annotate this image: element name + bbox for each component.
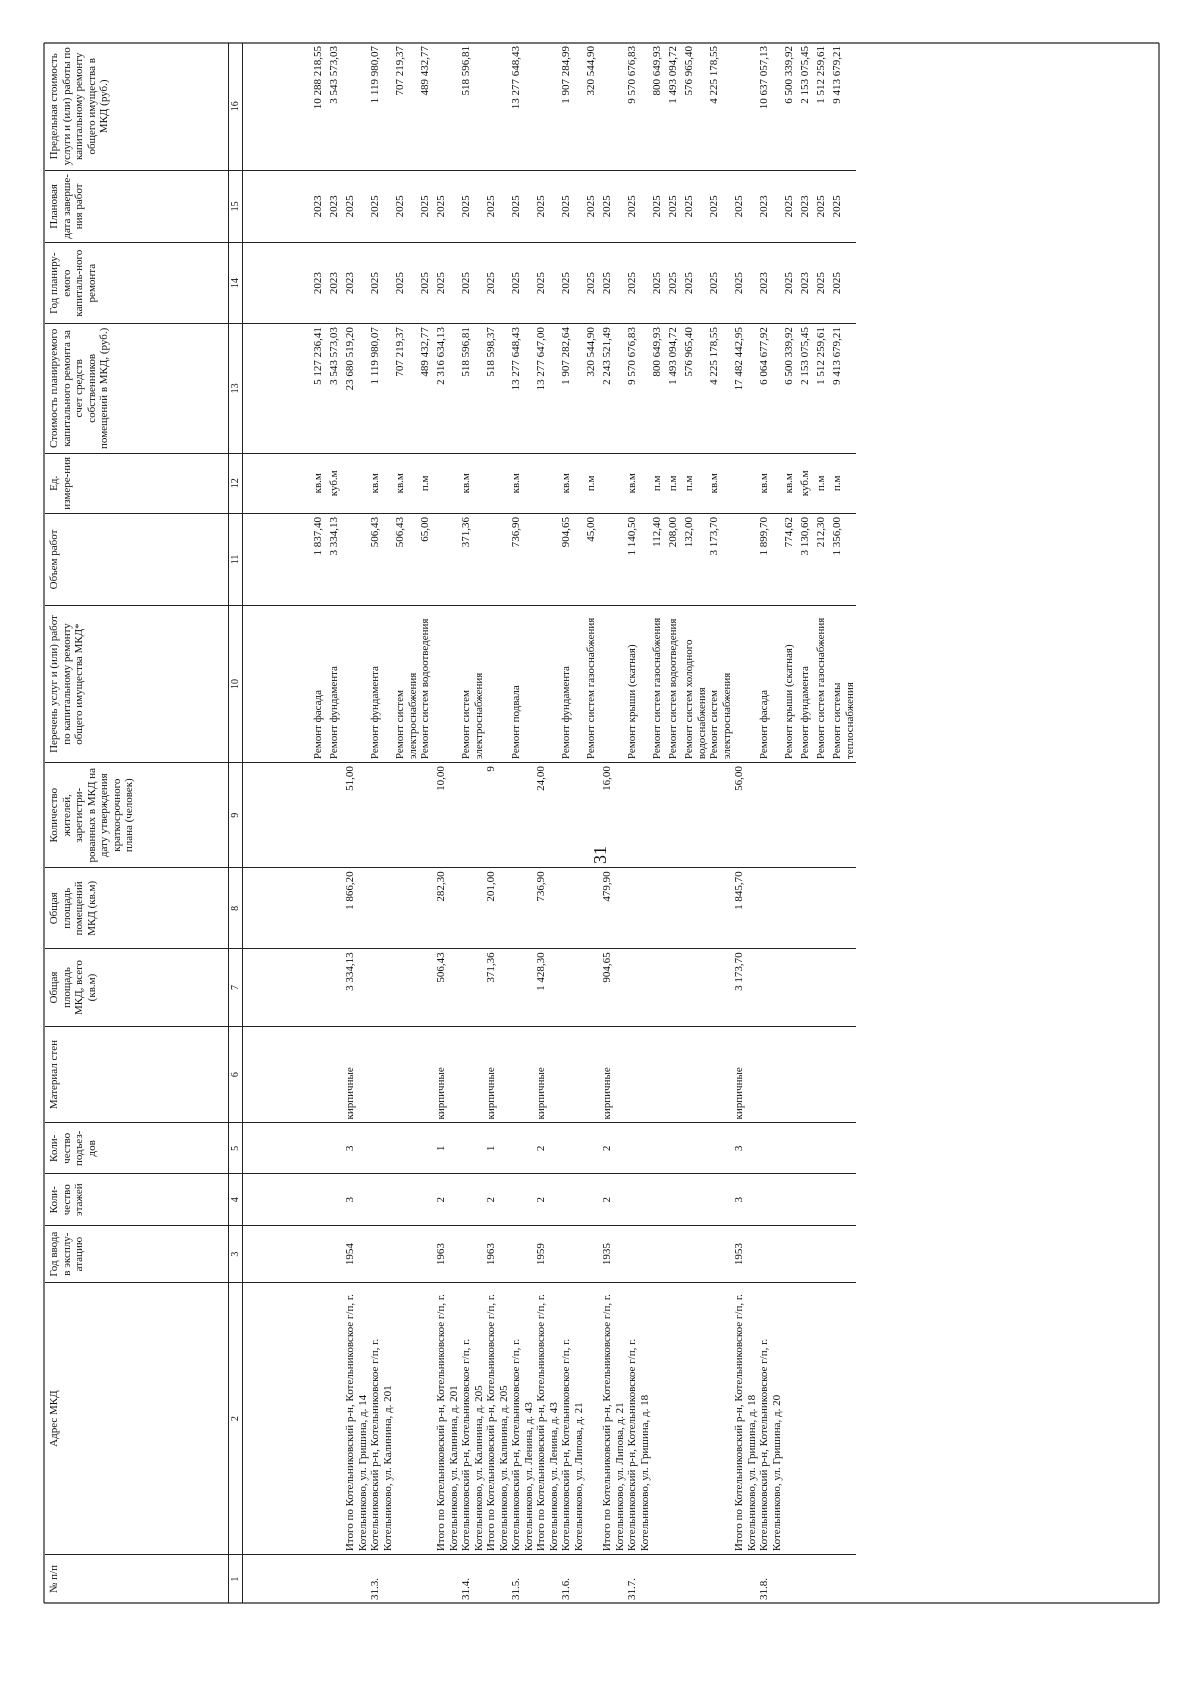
- column-number-cell: 12: [229, 453, 243, 513]
- table-cell: 506,43: [394, 514, 419, 606]
- table-cell: 1 493 094,72: [667, 324, 683, 453]
- table-cell: 3: [733, 1174, 758, 1226]
- table-cell: 10,00: [435, 763, 460, 868]
- table-cell: 2023: [328, 170, 344, 243]
- table-cell: 2: [535, 1174, 560, 1226]
- table-cell: кирпичные: [601, 1026, 626, 1123]
- table-cell: 13 277 648,43: [510, 324, 535, 453]
- table-cell: 2023: [799, 243, 815, 324]
- table-cell: 9 413 679,21: [831, 43, 856, 170]
- table-cell: 1: [485, 1123, 510, 1174]
- table-cell: 2025: [485, 170, 510, 243]
- table-cell: 489 432,77: [419, 43, 435, 170]
- table-cell: 3 173,70: [708, 514, 733, 606]
- table-cell: 24,00: [535, 763, 560, 868]
- table-cell: 2025: [667, 170, 683, 243]
- table-cell: 506,43: [369, 514, 394, 606]
- table-cell: 2: [535, 1123, 560, 1174]
- table-cell: 31.4.: [460, 1578, 472, 1600]
- table-cell: 2025: [510, 243, 535, 324]
- table-cell: 2025: [585, 170, 601, 243]
- table-cell: 1963: [485, 1226, 510, 1283]
- table-cell: кв.м: [708, 453, 733, 513]
- table-cell: 489 432,77: [419, 324, 435, 453]
- header-cell: Объем работ: [45, 514, 229, 606]
- table-cell: Котельниковский р-н, Котельниковское г/п, г. Котельниково, ул. Гришина, д. 18: [626, 1283, 651, 1555]
- column-number-cell: 3: [229, 1226, 243, 1283]
- table-cell: п.м: [815, 453, 831, 513]
- table-cell: 2025: [535, 170, 560, 243]
- table-cell: 1 140,50: [626, 514, 651, 606]
- table-cell: 2025: [419, 170, 435, 243]
- table-cell: 6 500 339,92: [783, 43, 799, 170]
- table-cell: 2025: [683, 243, 708, 324]
- table-cell: 2 153 075,45: [799, 43, 815, 170]
- table-cell: 282,30: [435, 868, 460, 949]
- table-cell: 10 288 218,55: [312, 43, 328, 170]
- table-cell: 3: [344, 1174, 369, 1226]
- header-cell: Год ввода в эксплу-атацию: [45, 1226, 229, 1283]
- table-cell: кв.м: [394, 453, 419, 513]
- header-cell: Адрес МКД: [45, 1283, 229, 1555]
- table-cell: 2025: [733, 170, 758, 243]
- table-cell: Ремонт систем водоотведения: [419, 605, 435, 762]
- table-cell: 1 866,20: [344, 868, 369, 949]
- table-cell: 2025: [369, 170, 394, 243]
- table-cell: 2025: [651, 170, 667, 243]
- table-cell: 2023: [799, 170, 815, 243]
- table-cell: 132,00: [683, 514, 708, 606]
- table-cell: Котельниковский р-н, Котельниковское г/п, г. Котельниково, ул. Гришина, д. 20: [758, 1283, 783, 1555]
- table-cell: 1 907 284,99: [560, 43, 585, 170]
- table-cell: Ремонт систем электроснабжения: [460, 605, 485, 762]
- table-cell: Котельниковский р-н, Котельниковское г/п, г. Котельниково, ул. Липова, д. 21: [560, 1283, 585, 1555]
- table-cell: 9 570 676,83: [626, 43, 651, 170]
- table-cell: 518 596,81: [460, 324, 485, 453]
- table-cell: 212,30: [815, 514, 831, 606]
- table-cell: 2025: [344, 170, 369, 243]
- table-cell: 1 428,30: [535, 949, 560, 1026]
- table-cell: 16,00: [601, 763, 626, 868]
- table-cell: 2025: [510, 170, 535, 243]
- table-cell: 1 899,70: [758, 514, 783, 606]
- table-cell: Ремонт фасада: [312, 605, 328, 762]
- table-cell: 4 225 178,55: [708, 324, 733, 453]
- column-number-cell: 8: [229, 868, 243, 949]
- header-cell: Перечень услуг и (или) работ по капитальному ремонту общего имущества МКД*: [45, 605, 229, 762]
- table-cell: Итого по Котельниковский р-н, Котельниковское г/п, г. Котельниково, ул. Калинина, д. 205: [485, 1283, 510, 1555]
- table-cell: 479,90: [601, 868, 626, 949]
- table-cell: кирпичные: [435, 1026, 460, 1123]
- table-cell: 2025: [683, 170, 708, 243]
- header-cell: Ед. измере-ния: [45, 453, 229, 513]
- table-cell: 3: [344, 1123, 369, 1174]
- column-number-cell: 6: [229, 1026, 243, 1123]
- table-cell: Итого по Котельниковский р-н, Котельниковское г/п, г. Котельниково, ул. Калинина, д. 201: [435, 1283, 460, 1555]
- table-cell: кирпичные: [344, 1026, 369, 1123]
- table-cell: 2023: [328, 243, 344, 324]
- table-cell: 31.5.: [510, 1578, 522, 1600]
- table-cell: 2025: [651, 243, 667, 324]
- table-cell: Ремонт подвала: [510, 605, 535, 762]
- column-number-cell: 2: [229, 1283, 243, 1555]
- table-cell: кв.м: [758, 453, 783, 513]
- table-cell: 1963: [435, 1226, 460, 1283]
- table-cell: п.м: [651, 453, 667, 513]
- table-cell: п.м: [667, 453, 683, 513]
- table-cell: 2025: [815, 243, 831, 324]
- table-cell: 201,00: [485, 868, 510, 949]
- table-cell: 2025: [460, 170, 485, 243]
- table-cell: Ремонт крыши (скатная): [626, 605, 651, 762]
- table-cell: 6 064 677,92: [758, 324, 783, 453]
- table-cell: 904,65: [601, 949, 626, 1026]
- table-cell: Ремонт систем газоснабжения: [585, 605, 601, 762]
- table-cell: Котельниковский р-н, Котельниковское г/п, г. Котельниково, ул. Ленина, д. 43: [510, 1283, 535, 1555]
- table-cell: Ремонт крыши (скатная): [783, 605, 799, 762]
- table-cell: 2025: [601, 243, 626, 324]
- table-cell: 2023: [758, 170, 783, 243]
- table-cell: 3: [733, 1123, 758, 1174]
- table-cell: 31.7.: [626, 1578, 638, 1600]
- table-cell: Ремонт фундамента: [799, 605, 815, 762]
- table-cell: 3 334,13: [344, 949, 369, 1026]
- table-cell: 2025: [783, 170, 799, 243]
- table-cell: 518 598,37: [485, 324, 510, 453]
- table-cell: 736,90: [510, 514, 535, 606]
- table-cell: 112,40: [651, 514, 667, 606]
- table-cell: 2025: [369, 243, 394, 324]
- table-cell: 1954: [344, 1226, 369, 1283]
- table-cell: 371,36: [485, 949, 510, 1026]
- table-cell: 2: [601, 1123, 626, 1174]
- table-cell: 2023: [312, 243, 328, 324]
- table-cell: 2025: [394, 170, 419, 243]
- table-cell: 2023: [312, 170, 328, 243]
- table-cell: 23 680 519,20: [344, 324, 369, 453]
- table-cell: Ремонт систем электроснабжения: [708, 605, 733, 762]
- table-cell: 31.8.: [758, 1578, 770, 1600]
- header-cell: Коли-чество подъез-дов: [45, 1123, 229, 1174]
- table-cell: 2: [485, 1174, 510, 1226]
- table-cell: 9: [485, 763, 510, 868]
- table-cell: 2: [435, 1174, 460, 1226]
- table-cell: Ремонт фасада: [758, 605, 783, 762]
- table-cell: 707 219,37: [394, 43, 419, 170]
- header-cell: Общая площадь МКД, всего (кв.м): [45, 949, 229, 1026]
- table-cell: 2025: [435, 243, 460, 324]
- table-cell: 3 130,60: [799, 514, 815, 606]
- table-cell: кирпичные: [535, 1026, 560, 1123]
- table-cell: 17 482 442,95: [733, 324, 758, 453]
- table-cell: 6 500 339,92: [783, 324, 799, 453]
- table-cell: 56,00: [733, 763, 758, 868]
- table-cell: 2025: [733, 243, 758, 324]
- table-cell: Итого по Котельниковский р-н, Котельниковское г/п, г. Котельниково, ул. Липова, д. 21: [601, 1283, 626, 1555]
- table-cell: 2023: [758, 243, 783, 324]
- header-cell: Плановая дата заверше-ния работ: [45, 170, 229, 243]
- table-cell: 2025: [585, 243, 601, 324]
- table-cell: кирпичные: [733, 1026, 758, 1123]
- table-cell: Котельниковский р-н, Котельниковское г/п, г. Котельниково, ул. Калинина, д. 201: [369, 1283, 394, 1555]
- table-cell: 3 543 573,03: [328, 43, 344, 170]
- table-cell: Ремонт фундамента: [328, 605, 344, 762]
- table-cell: кв.м: [510, 453, 535, 513]
- table-cell: 2025: [667, 243, 683, 324]
- table-cell: 31.6.: [560, 1578, 572, 1600]
- table-cell: кв.м: [312, 453, 328, 513]
- column-number-cell: 15: [229, 170, 243, 243]
- table-cell: 1 493 094,72: [667, 43, 683, 170]
- table-cell: 576 965,40: [683, 43, 708, 170]
- table-cell: 1 512 259,61: [815, 43, 831, 170]
- table-cell: 2025: [831, 170, 856, 243]
- table-cell: кв.м: [460, 453, 485, 513]
- table-cell: 1959: [535, 1226, 560, 1283]
- table-cell: кв.м: [626, 453, 651, 513]
- header-cell: № п/п: [48, 1565, 60, 1594]
- table-cell: 1 119 980,07: [369, 43, 394, 170]
- table-cell: 1 356,00: [831, 514, 856, 606]
- table-cell: Ремонт систем газоснабжения: [815, 605, 831, 762]
- table-cell: 2025: [708, 243, 733, 324]
- header-cell: Предельная стоимость услуги и (или) работы по капитальному ремонту общего имущества в МКД (руб.): [45, 43, 229, 170]
- table-cell: 320 544,90: [585, 324, 601, 453]
- table-cell: Итого по Котельниковский р-н, Котельниковское г/п, г. Котельниково, ул. Гришина, д. 18: [733, 1283, 758, 1555]
- table-cell: 10 637 057,13: [758, 43, 783, 170]
- column-number-cell: 9: [229, 763, 243, 868]
- table-cell: 2: [601, 1174, 626, 1226]
- header-cell: Количество жителей, зарегистри-рованных в МКД на дату утверждения краткосрочного плана (человек): [45, 763, 229, 868]
- table-cell: 518 596,81: [460, 43, 485, 170]
- column-number-cell: 11: [229, 514, 243, 606]
- table-cell: 9 413 679,21: [831, 324, 856, 453]
- table-cell: 2025: [783, 243, 799, 324]
- table-cell: Ремонт системы теплоснабжения: [831, 605, 856, 762]
- table-cell: 3 543 573,03: [328, 324, 344, 453]
- column-number-cell: 4: [229, 1174, 243, 1226]
- table-cell: 2 316 634,13: [435, 324, 460, 453]
- table-cell: Ремонт фундамента: [560, 605, 585, 762]
- table-cell: 2025: [626, 243, 651, 324]
- table-cell: 1: [435, 1123, 460, 1174]
- table-cell: 2023: [344, 243, 369, 324]
- table-cell: 2025: [708, 170, 733, 243]
- table-cell: 320 544,90: [585, 43, 601, 170]
- table-cell: 2025: [535, 243, 560, 324]
- table-cell: 1 837,40: [312, 514, 328, 606]
- page-number: 31: [590, 846, 610, 864]
- table-cell: 31.3.: [369, 1578, 381, 1600]
- table-cell: 2025: [831, 243, 856, 324]
- table-cell: п.м: [585, 453, 601, 513]
- table-cell: 2025: [419, 243, 435, 324]
- table-cell: 1953: [733, 1226, 758, 1283]
- table-cell: Ремонт систем электроснабжения: [394, 605, 419, 762]
- header-cell: Стоимость планируемого капитального ремонта за счет средств собственников помещений в МКД, (руб.): [45, 324, 229, 453]
- column-number-cell: 14: [229, 243, 243, 324]
- table-cell: куб.м: [799, 453, 815, 513]
- table-cell: 2025: [815, 170, 831, 243]
- table-cell: 2025: [460, 243, 485, 324]
- table-cell: 2 243 521,49: [601, 324, 626, 453]
- table-cell: п.м: [419, 453, 435, 513]
- table-cell: 1 907 282,64: [560, 324, 585, 453]
- table-cell: 2025: [394, 243, 419, 324]
- table-cell: п.м: [683, 453, 708, 513]
- table-cell: 1 512 259,61: [815, 324, 831, 453]
- table-cell: 736,90: [535, 868, 560, 949]
- table-cell: 51,00: [344, 763, 369, 868]
- table-cell: 2025: [435, 170, 460, 243]
- table-cell: 5 127 236,41: [312, 324, 328, 453]
- table-cell: Ремонт систем холодного водоснабжения: [683, 605, 708, 762]
- table-cell: Итого по Котельниковский р-н, Котельниковское г/п, г. Котельниково, ул. Ленина, д. 43: [535, 1283, 560, 1555]
- table-cell: 3 334,13: [328, 514, 344, 606]
- table-cell: 774,62: [783, 514, 799, 606]
- table-cell: Ремонт систем газоснабжения: [651, 605, 667, 762]
- table-cell: 2025: [560, 243, 585, 324]
- table-cell: 4 225 178,55: [708, 43, 733, 170]
- table-cell: 2025: [626, 170, 651, 243]
- table-cell: Итого по Котельниковский р-н, Котельниковское г/п, г. Котельниково, ул. Гришина, д. 14: [344, 1283, 369, 1555]
- table-cell: 1935: [601, 1226, 626, 1283]
- header-cell: Общая площадь помещений МКД (кв.м): [45, 868, 229, 949]
- table-cell: 1 119 980,07: [369, 324, 394, 453]
- table-cell: 506,43: [435, 949, 460, 1026]
- table-cell: Ремонт систем водоотведения: [667, 605, 683, 762]
- table-cell: кв.м: [560, 453, 585, 513]
- table-cell: 13 277 648,43: [510, 43, 535, 170]
- table-cell: 3 173,70: [733, 949, 758, 1026]
- table-cell: кв.м: [783, 453, 799, 513]
- table-cell: куб.м: [328, 453, 344, 513]
- column-number-cell: 5: [229, 1123, 243, 1174]
- table-cell: 2025: [485, 243, 510, 324]
- column-number-cell: 13: [229, 324, 243, 453]
- table-cell: 800 649,93: [651, 43, 667, 170]
- table-cell: 1 845,70: [733, 868, 758, 949]
- table-cell: 9 570 676,83: [626, 324, 651, 453]
- table-cell: кв.м: [369, 453, 394, 513]
- header-cell: Материал стен: [45, 1026, 229, 1123]
- table-cell: 904,65: [560, 514, 585, 606]
- header-cell: Коли-чество этажей: [45, 1174, 229, 1226]
- table-cell: 208,00: [667, 514, 683, 606]
- table-cell: 371,36: [460, 514, 485, 606]
- table-cell: 707 219,37: [394, 324, 419, 453]
- table-cell: 45,00: [585, 514, 601, 606]
- table-cell: 800 649,93: [651, 324, 667, 453]
- table-cell: 2025: [601, 170, 626, 243]
- table-cell: 13 277 647,00: [535, 324, 560, 453]
- table-cell: Ремонт фундамента: [369, 605, 394, 762]
- column-number-cell: 1: [229, 1555, 243, 1603]
- table-cell: 65,00: [419, 514, 435, 606]
- column-number-cell: 10: [229, 605, 243, 762]
- table-cell: 2025: [560, 170, 585, 243]
- table-cell: Котельниковский р-н, Котельниковское г/п, г. Котельниково, ул. Калинина, д. 205: [460, 1283, 485, 1555]
- header-cell: Год планиру-емого капиталь-ного ремонта: [45, 243, 229, 324]
- column-number-cell: 7: [229, 949, 243, 1026]
- table-cell: кирпичные: [485, 1026, 510, 1123]
- table-cell: 576 965,40: [683, 324, 708, 453]
- column-number-cell: 16: [229, 43, 243, 170]
- table-cell: 2 153 075,45: [799, 324, 815, 453]
- table-cell: п.м: [831, 453, 856, 513]
